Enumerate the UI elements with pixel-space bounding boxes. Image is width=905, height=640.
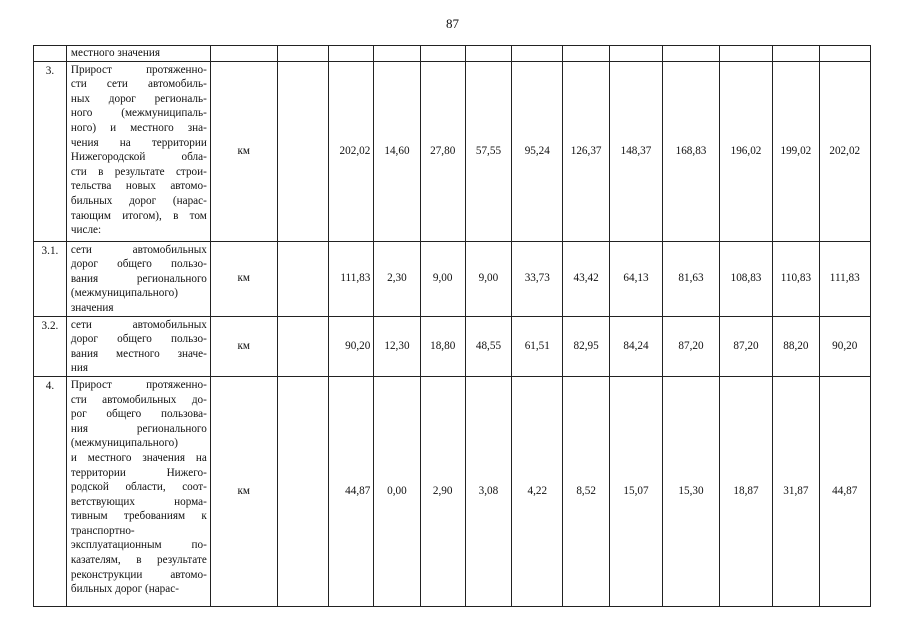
value-cell: 15,07 [609, 376, 662, 606]
indicator-name-line: тельства новых автомо- [70, 180, 207, 193]
indicator-table [33, 45, 871, 607]
value-cell: 9,00 [420, 241, 465, 316]
value-cell: 196,02 [719, 61, 772, 241]
value-cell: 61,51 [512, 316, 563, 376]
blank-cell [277, 376, 328, 606]
value-cell: 44,87 [329, 376, 374, 606]
table-row [34, 316, 871, 376]
value-cell: 2,90 [420, 376, 465, 606]
value-cell [609, 46, 662, 62]
value-cell: 87,20 [719, 316, 772, 376]
indicator-name-line: числе: [70, 224, 102, 237]
value-cell: 90,20 [819, 316, 871, 376]
indicator-name-line: Нижегородской обла- [70, 151, 207, 164]
indicator-name-line: и местного значения на [70, 451, 207, 464]
value-cell: 9,00 [465, 241, 511, 316]
indicator-name [66, 61, 210, 241]
row-number [34, 46, 67, 62]
value-cell [819, 46, 871, 62]
value-cell [465, 46, 511, 62]
value-cell: 81,63 [663, 241, 720, 316]
indicator-name-line: (межмуниципального) [70, 437, 178, 450]
value-cell: 202,02 [819, 61, 871, 241]
indicator-name-line: тающим итогом), в том [70, 209, 207, 222]
row-number: 3.1. [34, 241, 67, 316]
value-cell: 90,20 [329, 316, 374, 376]
indicator-name-line: сти сети автомобиль- [70, 78, 207, 91]
table-row [34, 241, 871, 316]
value-cell: 202,02 [329, 61, 374, 241]
indicator-name-line: чения на территории [70, 136, 207, 149]
value-cell: 3,08 [465, 376, 511, 606]
value-cell: 88,20 [773, 316, 819, 376]
indicator-name-line: ных дорог региональ- [70, 92, 207, 105]
indicator-name [66, 46, 210, 62]
blank-cell [277, 61, 328, 241]
indicator-name-line: ного) и местного зна- [70, 121, 207, 134]
value-cell: 4,22 [512, 376, 563, 606]
value-cell: 199,02 [773, 61, 819, 241]
value-cell: 48,55 [465, 316, 511, 376]
value-cell [563, 46, 609, 62]
value-cell: 18,87 [719, 376, 772, 606]
unit-cell: км [210, 61, 277, 241]
value-cell: 18,80 [420, 316, 465, 376]
value-cell: 108,83 [719, 241, 772, 316]
indicator-name-line: (межмуниципального) [70, 287, 178, 300]
indicator-name-line: Прирост протяженно- [70, 378, 207, 391]
page-number: 87 [446, 16, 459, 31]
value-cell: 0,00 [374, 376, 420, 606]
continuation-row [34, 46, 871, 62]
indicator-name-line: ветствующих норма- [70, 495, 207, 508]
value-cell [663, 46, 720, 62]
indicator-name-line: сети автомобильных [70, 243, 207, 256]
value-cell: 43,42 [563, 241, 609, 316]
indicator-name-line: вания местного значе- [70, 347, 207, 360]
value-cell: 57,55 [465, 61, 511, 241]
value-cell: 64,13 [609, 241, 662, 316]
value-cell: 126,37 [563, 61, 609, 241]
unit-cell: км [210, 241, 277, 316]
value-cell: 44,87 [819, 376, 871, 606]
value-cell: 111,83 [329, 241, 374, 316]
blank-cell [277, 46, 328, 62]
indicator-name-line: сети автомобильных [70, 318, 207, 331]
table-row [34, 376, 871, 606]
unit-cell: км [210, 316, 277, 376]
indicator-name-line: тивным требованиям к [70, 510, 207, 523]
indicator-name-line: значения [70, 301, 114, 314]
indicator-name [66, 376, 210, 606]
indicator-name-line: ного (межмуниципаль- [70, 107, 207, 120]
value-cell: 2,30 [374, 241, 420, 316]
value-cell: 27,80 [420, 61, 465, 241]
indicator-name-line: казателям, в результате [70, 554, 207, 567]
blank-cell [277, 241, 328, 316]
indicator-name-line: дорог общего пользо- [70, 258, 207, 271]
value-cell [773, 46, 819, 62]
value-cell: 87,20 [663, 316, 720, 376]
value-cell: 168,83 [663, 61, 720, 241]
value-cell: 148,37 [609, 61, 662, 241]
indicator-name-line: территории Нижего- [70, 466, 207, 479]
unit-cell: км [210, 376, 277, 606]
value-cell: 95,24 [512, 61, 563, 241]
indicator-name-line: ния [70, 362, 89, 375]
value-cell: 31,87 [773, 376, 819, 606]
value-cell: 110,83 [773, 241, 819, 316]
value-cell [512, 46, 563, 62]
indicator-name-line: рог общего пользова- [70, 408, 207, 421]
value-cell [374, 46, 420, 62]
indicator-name-line: бильных дорог (нарас- [70, 583, 179, 596]
row-number: 3. [34, 61, 67, 241]
indicator-name-line: ния регионального [70, 422, 207, 435]
indicator-name-line: родской области, соот- [70, 481, 207, 494]
value-cell: 8,52 [563, 376, 609, 606]
row-number: 3.2. [34, 316, 67, 376]
indicator-name-line: местного значения [70, 47, 160, 59]
unit-cell [210, 46, 277, 62]
indicator-name-line: реконструкции автомо- [70, 568, 207, 581]
indicator-name [66, 241, 210, 316]
indicator-name-line: транспортно- [70, 524, 135, 537]
value-cell: 84,24 [609, 316, 662, 376]
indicator-name-line: Прирост протяженно- [70, 63, 207, 76]
row-number: 4. [34, 376, 67, 606]
indicator-name-line: эксплуатационным по- [70, 539, 207, 552]
value-cell [719, 46, 772, 62]
indicator-name-line: дорог общего пользо- [70, 333, 207, 346]
indicator-name-line: бильных дорог (нарас- [70, 194, 207, 207]
indicator-name-line: сти в результате строи- [70, 165, 207, 178]
indicator-name-line: вания регионального [70, 272, 207, 285]
indicator-name [66, 316, 210, 376]
indicator-name-line: сти автомобильных до- [70, 393, 207, 406]
value-cell: 111,83 [819, 241, 871, 316]
value-cell: 12,30 [374, 316, 420, 376]
blank-cell [277, 316, 328, 376]
value-cell: 14,60 [374, 61, 420, 241]
table-row [34, 61, 871, 241]
value-cell [420, 46, 465, 62]
value-cell: 33,73 [512, 241, 563, 316]
value-cell: 15,30 [663, 376, 720, 606]
value-cell: 82,95 [563, 316, 609, 376]
value-cell [329, 46, 374, 62]
